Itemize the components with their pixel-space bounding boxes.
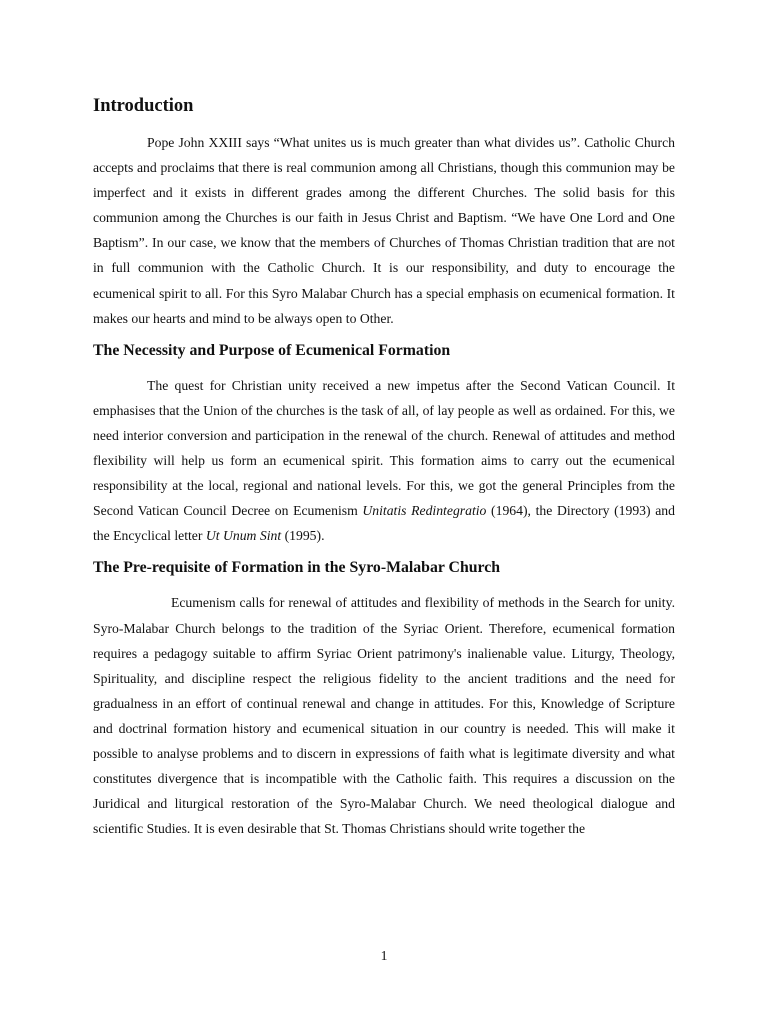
ecumenical-formation-text-start: The quest for Christian unity received a new impetus after the Second Vatican Council. It emphasises that the Union of the churches is the task of all, of lay people as well as ordained. For this, we need interior conversion and participation in the renewal of the church. Renewal of attitudes and method flexibility will help us form an ecumenical spirit. This formation aims to carry out the ecumenical responsibility at the local, regional and national levels. For this, we got the general Principles from the Second Vatican Council Decree on Ecumenism [93,377,675,519]
prerequisite-formation-paragraph: Ecumenism calls for renewal of attitudes and flexibility of methods in the Search for unity. Syro-Malabar Church belongs to the tradition of the Syriac Orient. Therefore, ecumenical formation requires a pedagogy suitable to affirm Syriac Orient patrimony's inalienable value. Liturgy, Theology, Spirituality, and discipline respect the religious fidelity to the ancient traditions and the need for gradualness in an effort of continual renewal and change in attitudes. For this, Knowledge of Scripture and doctrinal formation history and ecumenical situation in our country is needed. This will make it possible to analyse problems and to discern in expressions of faith what is legitimate diversity and what constitutes divergence that is incompatible with the Catholic faith. This requires a discussion on the Juridical and liturgical restoration of the Syro-Malabar Church. We need theological dialogue and scientific Studies. It is even desirable that St. Thomas Christians should write together the [93,595,675,837]
section-heading-prerequisite-formation: The Pre-requisite of Formation in the Syro-Malabar Church [93,559,501,577]
section-heading-introduction: Introduction [93,96,194,116]
spacer [93,548,675,558]
page-number: 1 [380,948,388,963]
decree-title: Unitatis Redintegratio [362,503,487,519]
introduction-paragraph: Pope John XXIII says “What unites us is much greater than what divides us”. Catholic Church accepts and proclaims that there is real communion among all Christians, though this communion may be imperfect and it exists in different grades among the different Churches. The solid basis for this communion among the Churches is our faith in Jesus Christ and Baptism. “We have One Lord and One Baptism”. In our case, we know that the members of Churches of Thomas Christian tradition that are not in full communion with the Catholic Church. It is our responsibility, and duty to encourage the ecumenical spirit to all. For this Syro Malabar Church has a special emphasis on ecumenical formation. It makes our hearts and mind to be always open to Other. [93,135,675,326]
section-heading-ecumenical-formation: The Necessity and Purpose of Ecumenical Formation [93,341,451,359]
document-body [93,94,675,841]
ecumenical-formation-paragraph [93,373,675,549]
ecumenical-formation-text-middle: (1964), the Directory (1993) and the Encyclical letter [93,503,675,544]
ecumenical-formation-text-end: (1995). [281,528,325,544]
encyclical-title: Ut Unum Sint [205,528,282,544]
spacer [93,331,675,341]
